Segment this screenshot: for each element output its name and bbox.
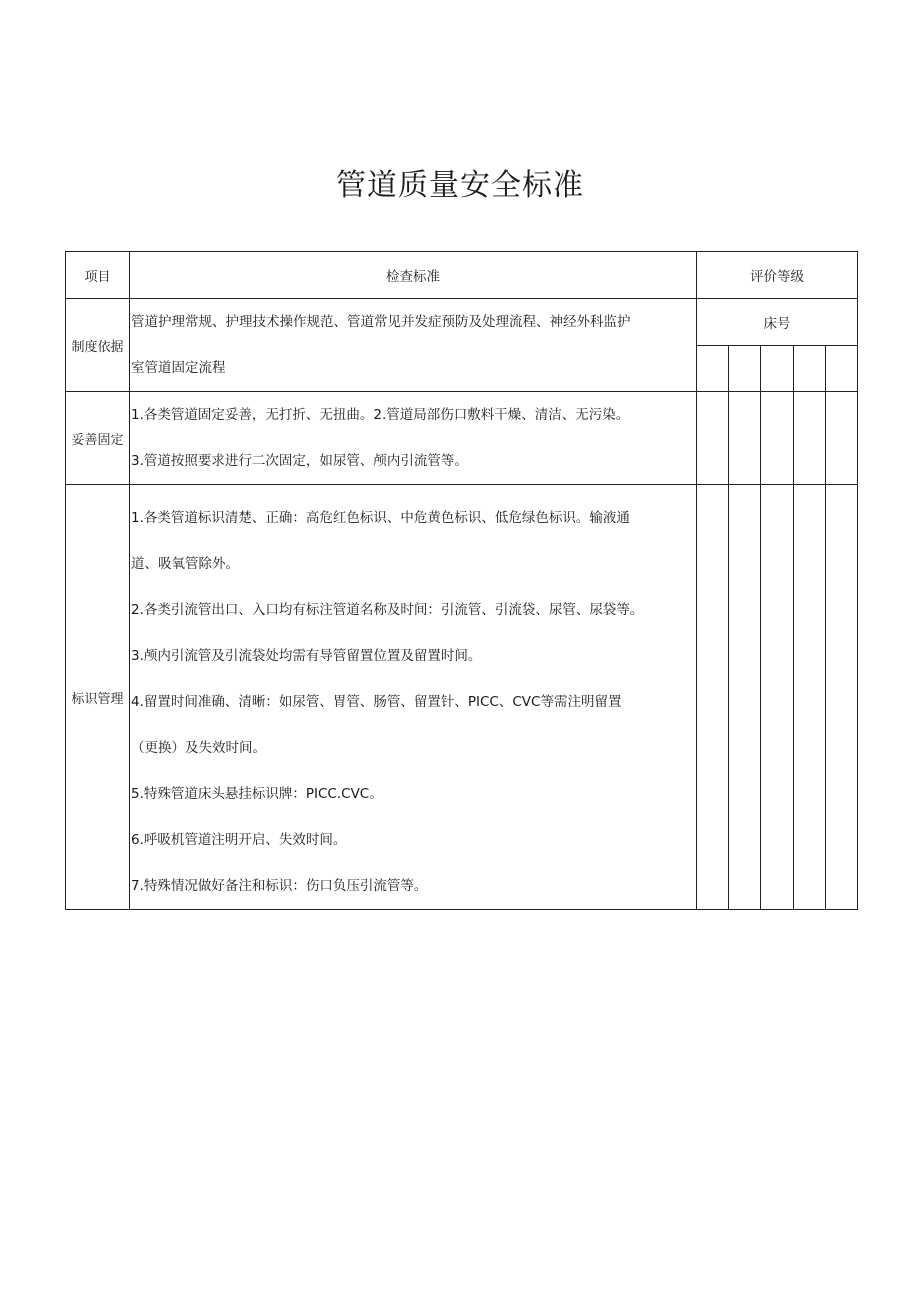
- rating-cell[interactable]: [761, 485, 794, 910]
- page-title: 管道质量安全标准: [336, 168, 584, 203]
- row-item-basis: 制度依据: [66, 299, 130, 392]
- quality-standard-table: [65, 251, 858, 910]
- standard-line: 5.特殊管道床头悬挂标识牌：PICC.CVC。: [131, 786, 383, 802]
- standard-line: 2.各类引流管出口、入口均有标注管道名称及时间：引流管、引流袋、尿管、尿袋等。: [131, 602, 644, 618]
- standard-line: 6.呼吸机管道注明开启、失效时间。: [131, 832, 347, 848]
- row-item-fixation: 妥善固定: [66, 392, 130, 485]
- rating-cell[interactable]: [729, 485, 761, 910]
- rating-cell[interactable]: [794, 345, 826, 392]
- rating-cell[interactable]: [761, 392, 794, 485]
- table-row: [66, 485, 858, 910]
- rating-cell[interactable]: [794, 485, 826, 910]
- rating-cell[interactable]: [729, 345, 761, 392]
- header-bed-no: 床号: [697, 299, 858, 346]
- header-rating: 评价等级: [697, 252, 858, 299]
- standard-line: 1.各类管道标识清楚、正确：高危红色标识、中危黄色标识、低危绿色标识。输液通: [131, 510, 630, 526]
- rating-cell[interactable]: [826, 485, 858, 910]
- header-row: [66, 252, 858, 299]
- header-item: 项目: [66, 252, 130, 299]
- standard-line: 4.留置时间准确、清晰：如尿管、胃管、肠管、留置针、PICC、CVC等需注明留置: [131, 694, 622, 710]
- table-row: [66, 299, 858, 346]
- row-standard-labeling: [130, 485, 697, 910]
- row-standard-fixation: [130, 392, 697, 485]
- row-item-labeling: 标识管理: [66, 485, 130, 910]
- standard-line: 道、吸氧管除外。: [131, 556, 239, 572]
- standard-line: （更换）及失效时间。: [131, 740, 266, 756]
- standard-line: 3.颅内引流管及引流袋处均需有导管留置位置及留置时间。: [131, 648, 482, 664]
- standard-line: 管道护理常规、护理技术操作规范、管道常见并发症预防及处理流程、神经外科监护: [131, 314, 631, 330]
- standard-line: 1.各类管道固定妥善，无打折、无扭曲。2.管道局部伤口敷料干燥、清洁、无污染。: [131, 407, 630, 423]
- row-standard-basis: [130, 299, 697, 392]
- rating-cell[interactable]: [826, 345, 858, 392]
- standard-line: 7.特殊情况做好备注和标识：伤口负压引流管等。: [131, 878, 428, 894]
- rating-cell[interactable]: [794, 392, 826, 485]
- rating-cell[interactable]: [697, 392, 729, 485]
- rating-cell[interactable]: [697, 485, 729, 910]
- table-row: [66, 392, 858, 485]
- rating-cell[interactable]: [826, 392, 858, 485]
- rating-cell[interactable]: [729, 392, 761, 485]
- rating-cell[interactable]: [761, 345, 794, 392]
- standard-line: 室管道固定流程: [131, 360, 226, 376]
- standard-line: 3.管道按照要求进行二次固定，如尿管、颅内引流管等。: [131, 453, 468, 469]
- header-standard: 检查标准: [130, 252, 697, 299]
- rating-cell[interactable]: [697, 345, 729, 392]
